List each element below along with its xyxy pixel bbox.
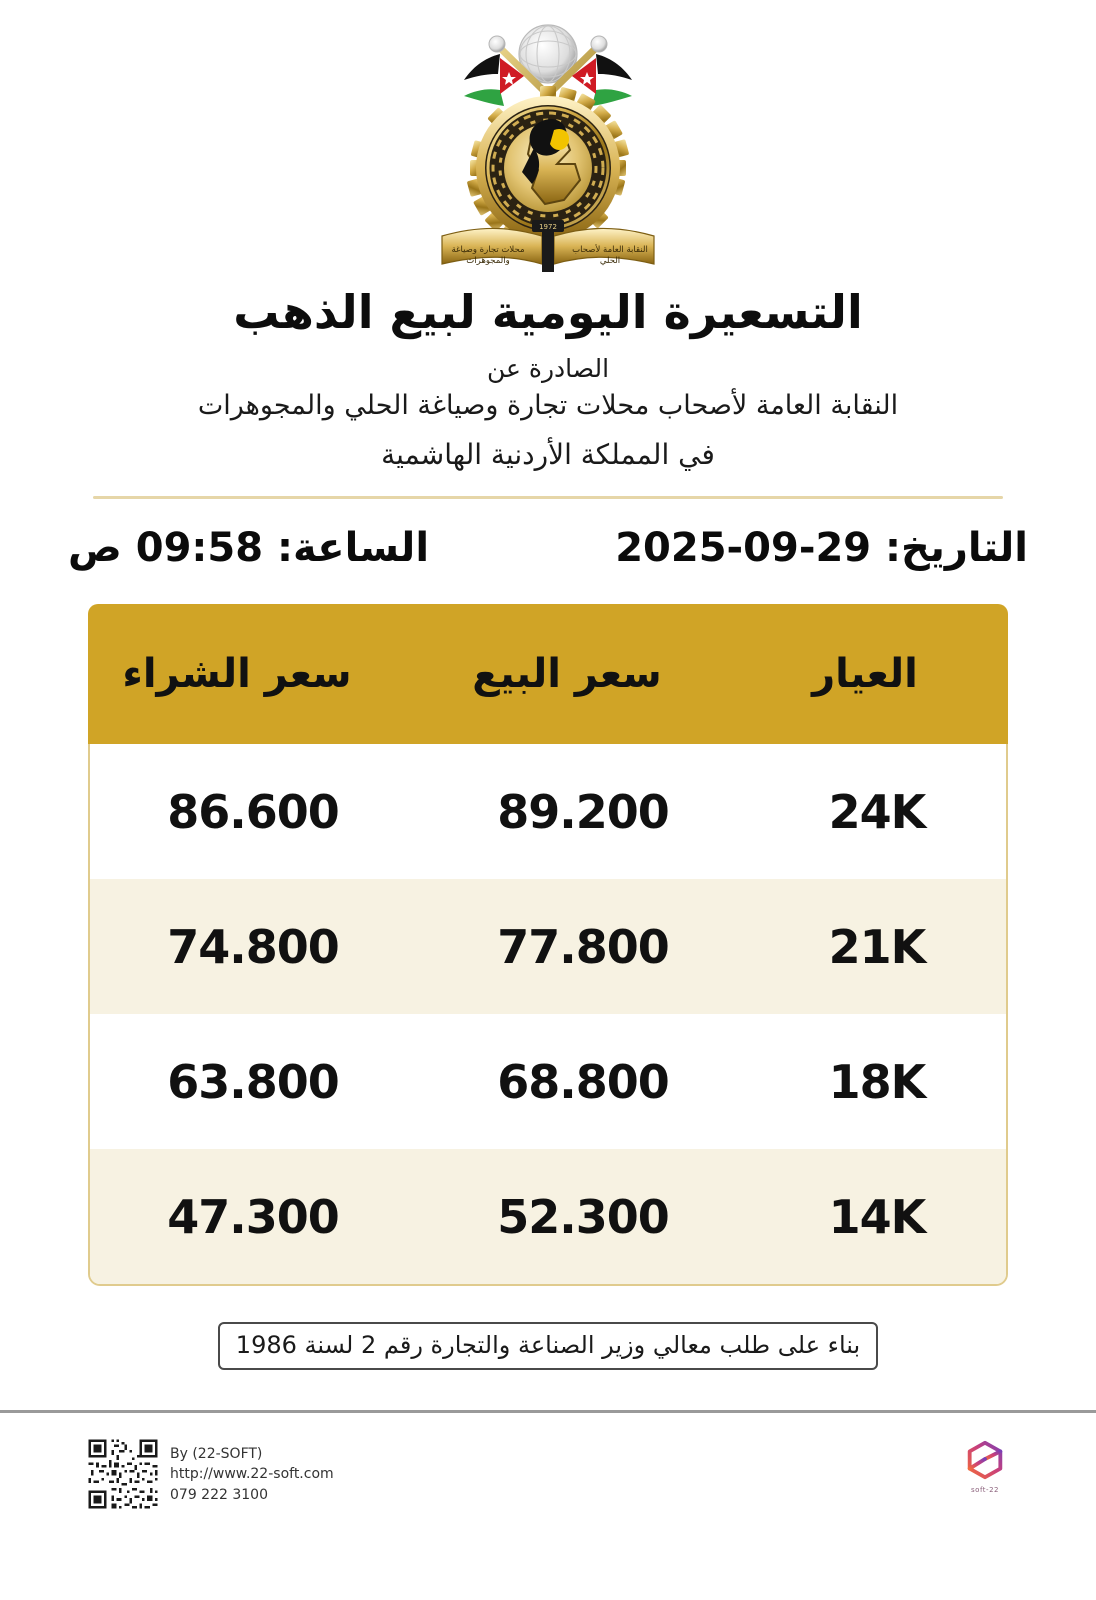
time-value: 09:58 ص (68, 525, 264, 572)
qr-code-icon (86, 1437, 160, 1511)
column-header-buy-price: سعر الشراء (122, 651, 352, 698)
page-footer (0, 1413, 1096, 1600)
cell-sell-price: 52.300 (497, 1189, 669, 1244)
cell-buy-price: 74.800 (167, 919, 339, 974)
syndicate-emblem (414, 14, 682, 282)
cell-sell-price: 89.200 (497, 784, 669, 839)
cell-buy-price: 63.800 (167, 1054, 339, 1109)
table-row (90, 744, 1006, 879)
subtitle-block (0, 353, 1096, 474)
svg-text:1972: 1972 (539, 223, 557, 231)
vendor-contact-info (170, 1444, 334, 1505)
gold-divider (93, 496, 1003, 499)
brand-logo (946, 1437, 1024, 1494)
time-field (68, 525, 429, 571)
table-row (90, 879, 1006, 1014)
date-time-row (68, 525, 1028, 571)
country-name: في المملكة الأردنية الهاشمية (381, 438, 715, 472)
emblem-container (0, 0, 1096, 282)
cell-karat: 18K (828, 1054, 926, 1109)
brand-logo-text: 22-soft (971, 1486, 999, 1495)
cell-karat: 24K (828, 784, 926, 839)
cell-karat: 21K (828, 919, 926, 974)
vendor-phone: 079 222 3100 (170, 1486, 268, 1503)
cube-logo-icon (962, 1437, 1008, 1483)
cell-sell-price: 68.800 (497, 1054, 669, 1109)
svg-text:النقابة العامة لأصحاب: النقابة العامة لأصحاب (572, 245, 648, 255)
table-header-row (88, 604, 1008, 744)
svg-text:محلات تجارة وصياغة: محلات تجارة وصياغة (451, 245, 525, 255)
table-row (90, 1149, 1006, 1284)
date-field (615, 525, 1028, 571)
svg-text:والمجوهرات: والمجوهرات (466, 256, 510, 266)
table-body (88, 744, 1008, 1286)
authority-name: النقابة العامة لأصحاب محلات تجارة وصياغة الحلي والمجوهرات (197, 389, 899, 421)
time-label: الساعة: (277, 525, 430, 572)
cell-sell-price: 77.800 (497, 919, 669, 974)
date-value: 29-09-2025 (615, 525, 872, 572)
vendor-block (86, 1437, 334, 1511)
cell-buy-price: 86.600 (167, 784, 339, 839)
footnote-container (0, 1322, 1096, 1370)
issued-by-label: الصادرة عن (486, 354, 610, 384)
emblem-banner (442, 220, 654, 272)
column-header-karat: العيار (812, 651, 918, 698)
svg-text:الحلي: الحلي (599, 256, 621, 266)
cell-buy-price: 47.300 (167, 1189, 339, 1244)
vendor-name: By (22-SOFT) (170, 1445, 263, 1462)
cell-karat: 14K (828, 1189, 926, 1244)
date-label: التاريخ: (885, 525, 1028, 572)
page-title: التسعيرة اليومية لبيع الذهب (233, 285, 863, 339)
column-header-sell-price: سعر البيع (472, 651, 662, 698)
legal-footnote: بناء على طلب معالي وزير الصناعة والتجارة رقم 2 لسنة 1986 (218, 1322, 878, 1370)
table-row (90, 1014, 1006, 1149)
vendor-website[interactable]: http://www.22-soft.com (170, 1466, 334, 1483)
price-table (88, 604, 1008, 1286)
